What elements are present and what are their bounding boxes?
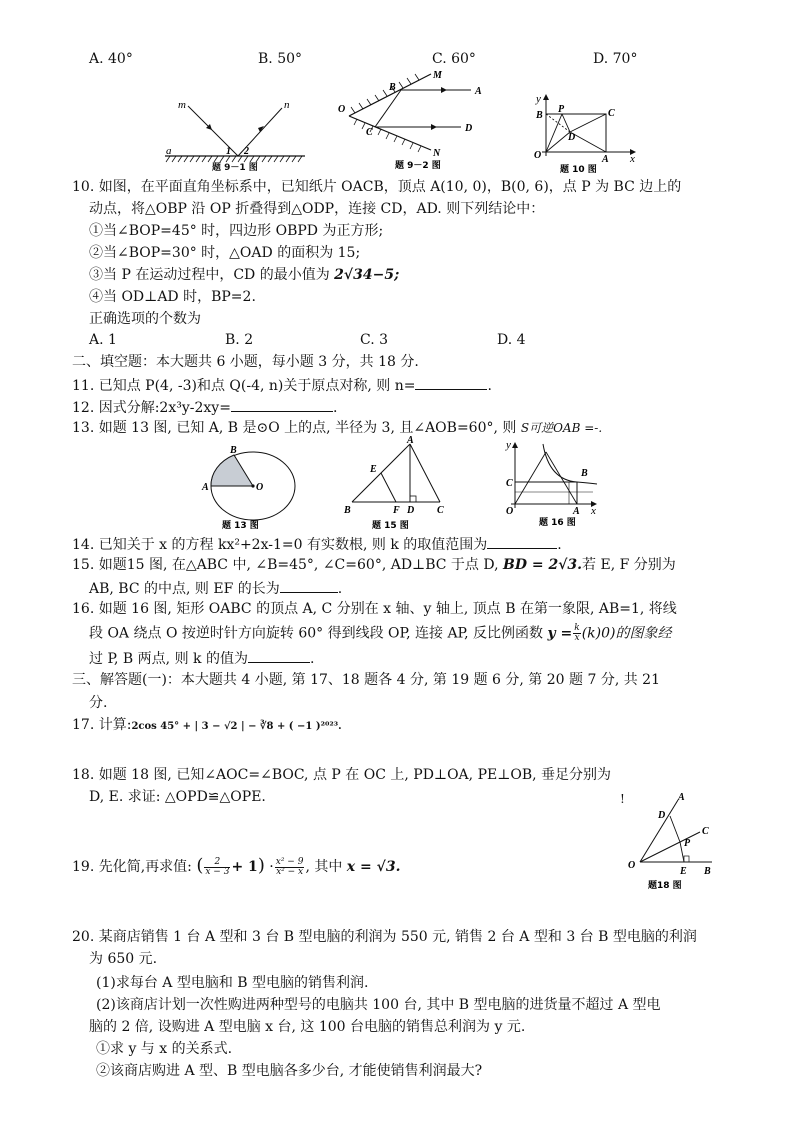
fig9-1-label-a: a bbox=[166, 145, 172, 157]
q20-line1: 20. 某商店销售 1 台 A 型和 3 台 B 型电脑的利润为 550 元, 销售 2 台 A 型和 3 台 B 型电脑的利润 bbox=[72, 929, 697, 945]
q10-statement-3: ③当 P 在运动过程中，CD 的最小值为 2√34−5; bbox=[89, 267, 400, 283]
q14: 14. 已知关于 x 的方程 kx²+2x-1=0 有实数根, 则 k 的取值范围为 . bbox=[72, 534, 562, 554]
fig15-label-a: A bbox=[407, 435, 414, 446]
fig16-label-b: B bbox=[581, 468, 588, 479]
fig10-label-o: O bbox=[534, 150, 542, 161]
q10-statement-2: ②当∠BOP=30° 时，△OAD 的面积为 15; bbox=[89, 245, 361, 261]
fig18-label-e: E bbox=[680, 866, 687, 877]
fig9-1-label-1: 1 bbox=[226, 146, 231, 157]
q10-statement-4: ④当 OD⊥AD 时，BP=2. bbox=[89, 289, 256, 305]
q9-option-a: A. 40° bbox=[89, 51, 133, 67]
fig15-label-e: E bbox=[370, 464, 377, 475]
fig10-label-c: C bbox=[608, 108, 615, 119]
q20-sub2: ②该商店购进 A 型、B 型电脑各多少台, 才能使销售利润最大? bbox=[96, 1063, 483, 1079]
q15-line1: 15. 如题15 图, 在△ABC 中, ∠B=45°, ∠C=60°, AD⊥BC 于点 D, BD = 2√3.若 E, F 分别为 bbox=[72, 557, 676, 573]
fig9-2-label-n: N bbox=[433, 148, 441, 159]
fig13-label-b: B bbox=[230, 445, 237, 456]
fig10-label-a: A bbox=[602, 154, 609, 165]
fig16-label-a: A bbox=[573, 506, 580, 517]
q13: 13. 如题 13 图, 已知 A, B 是⊙O 上的点, 半径为 3, 且∠AOB=60°, 则 S可逆OAB =-. bbox=[72, 420, 603, 436]
q16-answer-blank[interactable] bbox=[248, 648, 310, 663]
figure-13 bbox=[198, 436, 298, 531]
fig18-label-o: O bbox=[628, 860, 636, 871]
fig13-label-a: A bbox=[202, 482, 209, 493]
fig16-label-y: y bbox=[506, 439, 511, 451]
fig15-label-c: C bbox=[437, 505, 444, 516]
section-2-heading: 二、填空题：本大题共 6 小题，每小题 3 分，共 18 分. bbox=[72, 354, 419, 370]
figure-16 bbox=[503, 436, 603, 531]
q16-line2: 段 OA 绕点 O 按逆时针方向旋转 60° 得到线段 OP, 连接 AP, 反比例函数 y = $\frac{k}{x}$ (k)0)的图象经 bbox=[89, 623, 672, 643]
fig16-label-o: O bbox=[506, 506, 514, 517]
q10-option-b: B. 2 bbox=[225, 332, 254, 348]
fig9-2-label-b: B bbox=[389, 82, 396, 93]
q11: 11. 已知点 P(4, -3)和点 Q(-4, n)关于原点对称, 则 n= . bbox=[72, 375, 492, 395]
figure-18 bbox=[618, 788, 728, 892]
q16-line1: 16. 如题 16 图, 矩形 OABC 的顶点 A, C 分别在 x 轴、y 轴上, 顶点 B 在第一象限, AB=1, 将线 bbox=[72, 601, 677, 617]
q9-option-d: D. 70° bbox=[593, 51, 638, 67]
figure-10 bbox=[528, 92, 643, 174]
q15-line2: AB, BC 的中点, 则 EF 的长为 . bbox=[89, 578, 342, 598]
figure-9-1 bbox=[160, 88, 310, 173]
fig10-label-b: B bbox=[536, 110, 543, 121]
q9-option-c: C. 60° bbox=[432, 51, 476, 67]
q10-line2: 动点，将△OBP 沿 OP 折叠得到△ODP，连接 CD，AD. 则下列结论中： bbox=[89, 201, 545, 217]
fig16-caption: 题 16 图 bbox=[539, 518, 576, 528]
q10-option-c: C. 3 bbox=[360, 332, 389, 348]
fig15-caption: 题 15 图 bbox=[372, 521, 409, 531]
q18-stray-mark: ! bbox=[620, 792, 625, 806]
q20-part1: (1)求每台 A 型电脑和 B 型电脑的销售利润. bbox=[96, 975, 369, 991]
fig10-label-d: D bbox=[568, 132, 576, 143]
fig18-label-p: P bbox=[684, 838, 691, 849]
fig16-label-x: x bbox=[591, 505, 596, 517]
q20-part2-line1: (2)该商店计划一次性购进两种型号的电脑共 100 台, 其中 B 型电脑的进货量不超过 A 型电 bbox=[96, 997, 661, 1013]
fig18-label-d: D bbox=[658, 810, 666, 821]
fig13-label-o: O bbox=[256, 482, 264, 493]
q10-ask: 正确选项的个数为 bbox=[89, 311, 201, 327]
fig9-2-label-a: A bbox=[475, 86, 482, 97]
q16-line3: 过 P, B 两点, 则 k 的值为 . bbox=[89, 648, 314, 668]
figure-9-2 bbox=[335, 68, 495, 174]
fig18-label-a: A bbox=[678, 792, 685, 803]
q17: 17. 计算:2cos 45° + | 3 − √2 | − ∛8 + ( −1 )²⁰²³. bbox=[72, 717, 342, 733]
fig18-label-b: B bbox=[704, 866, 711, 877]
fig9-1-label-n: n bbox=[284, 99, 290, 111]
q10-option-a: A. 1 bbox=[89, 332, 117, 348]
fig9-1-caption: 题 9－1 图 bbox=[212, 163, 258, 173]
q19: 19. 先化简,再求值: ( $\frac{2}{x - 3}$ + 1) · $\frac{\text{x² − 9}}{\text{x² − x}}$ , 其中 x = √3. bbox=[72, 855, 401, 877]
q11-answer-blank[interactable] bbox=[415, 375, 487, 390]
q20-line2: 为 650 元. bbox=[89, 951, 158, 967]
fig15-label-b: B bbox=[344, 505, 351, 516]
q10-option-d: D. 4 bbox=[497, 332, 526, 348]
q10-line1: 10. 如图，在平面直角坐标系中，已知纸片 OACB，顶点 A(10, 0)，B(0, 6)，点 P 为 BC 边上的 bbox=[72, 179, 682, 195]
fig10-caption: 题 10 图 bbox=[560, 165, 597, 175]
fig15-label-d: D bbox=[407, 505, 415, 516]
fig15-label-f: F bbox=[393, 505, 400, 516]
q20-part2-line2: 脑的 2 倍, 设购进 A 型电脑 x 台, 这 100 台电脑的销售总利润为 y 元. bbox=[89, 1019, 526, 1035]
fig9-2-label-o: O bbox=[338, 104, 346, 115]
q10-statement-1: ①当∠BOP=45° 时，四边形 OBPD 为正方形; bbox=[89, 223, 384, 239]
fig9-2-label-d: D bbox=[465, 123, 473, 134]
fig16-label-c: C bbox=[506, 478, 513, 489]
fig13-caption: 题 13 图 bbox=[222, 521, 259, 531]
fig18-label-c: C bbox=[702, 826, 709, 837]
q20-sub1: ①求 y 与 x 的关系式. bbox=[96, 1041, 233, 1057]
figure-15 bbox=[340, 436, 452, 531]
fig9-2-label-c: C bbox=[366, 127, 373, 138]
q12: 12. 因式分解:2x³y-2xy= . bbox=[72, 397, 337, 417]
fig18-caption: 题18 图 bbox=[648, 881, 682, 891]
fig9-2-label-m: M bbox=[433, 70, 442, 81]
fig9-1-label-m: m bbox=[178, 99, 186, 111]
q18-line2: D, E. 求证: △OPD≌△OPE. bbox=[89, 789, 266, 805]
q9-option-b: B. 50° bbox=[258, 51, 303, 67]
q12-answer-blank[interactable] bbox=[231, 397, 333, 412]
q14-answer-blank[interactable] bbox=[487, 534, 557, 549]
fig9-2-caption: 题 9－2 图 bbox=[395, 161, 441, 171]
fig10-label-p: P bbox=[558, 104, 565, 115]
section-3-heading-line1: 三、解答题(一)：本大题共 4 小题, 第 17、18 题各 4 分, 第 19 题 6 分, 第 20 题 7 分, 共 21 bbox=[72, 672, 660, 688]
fig10-label-x: x bbox=[630, 153, 635, 165]
fig9-1-label-2: 2 bbox=[244, 146, 249, 157]
fig10-label-y: y bbox=[536, 93, 541, 105]
q18-line1: 18. 如题 18 图, 已知∠AOC=∠BOC, 点 P 在 OC 上, PD⊥OA, PE⊥OB, 垂足分别为 bbox=[72, 767, 612, 783]
q15-answer-blank[interactable] bbox=[280, 578, 338, 593]
section-3-heading-line2: 分. bbox=[89, 695, 108, 711]
